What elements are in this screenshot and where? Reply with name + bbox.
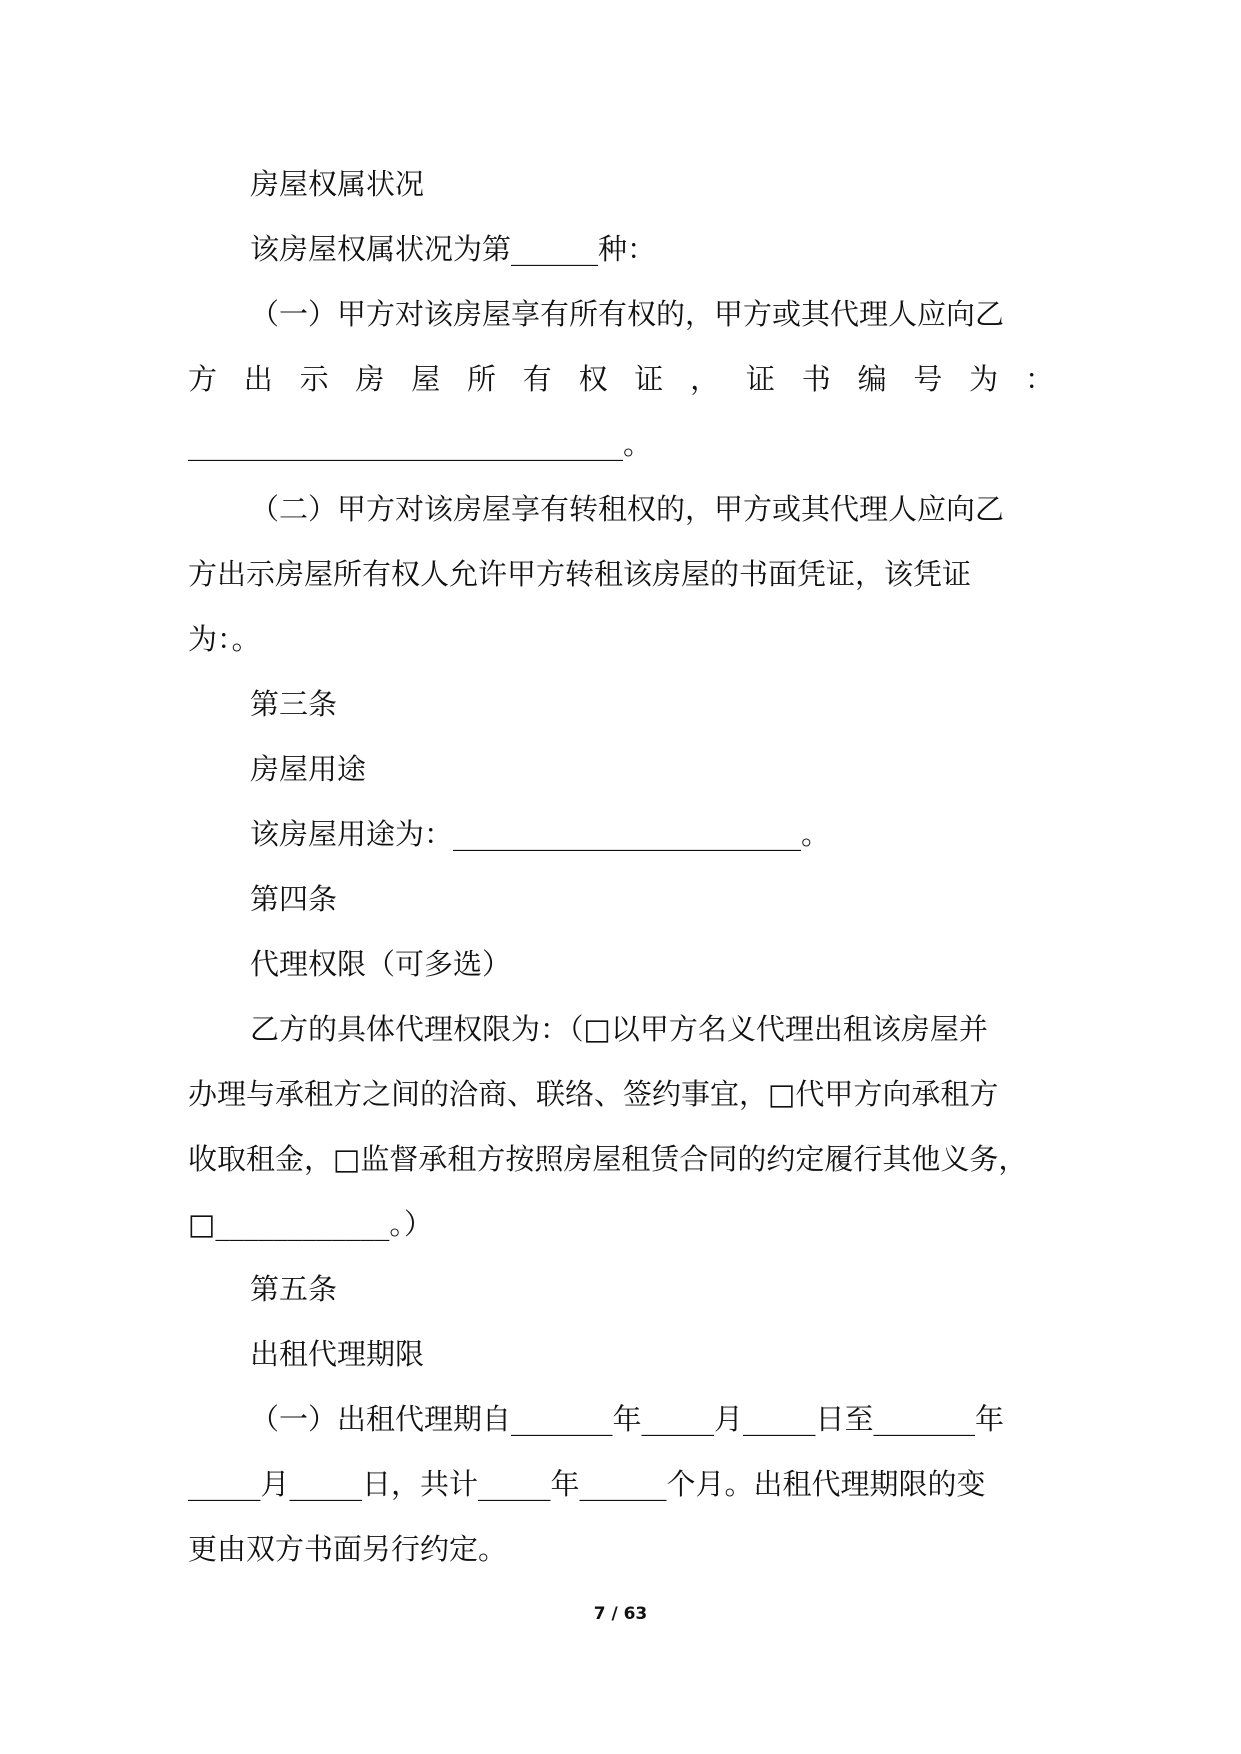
spaced-char: 权	[578, 362, 608, 396]
paragraph-ownership-1-line1: （一）甲方对该房屋享有所有权的，甲方或其代理人应向乙	[250, 297, 1005, 331]
heading-usage: 房屋用途	[250, 752, 367, 786]
paragraph-authority-line4: □____________。）	[188, 1207, 433, 1241]
paragraph-authority-line1: 乙方的具体代理权限为：（□以甲方名义代理出租该房屋并	[250, 1012, 988, 1046]
spaced-char: ，	[690, 362, 720, 396]
paragraph-ownership-2-line1: （二）甲方对该房屋享有转租权的，甲方或其代理人应向乙	[250, 492, 1005, 526]
spaced-char: 所	[466, 362, 496, 396]
paragraph-usage: 该房屋用途为：________________________。	[250, 817, 831, 851]
paragraph-term-line3: 更由双方书面另行约定。	[188, 1532, 508, 1566]
paragraph-ownership-1-line3: ______________________________。	[188, 427, 653, 461]
spaced-char: 屋	[411, 362, 441, 396]
document-body	[188, 152, 1056, 1582]
spaced-char: 证	[634, 362, 664, 396]
article-3-title: 第三条	[250, 687, 338, 721]
paragraph-authority-line2: 办理与承租方之间的洽商、联络、签约事宜，□代甲方向承租方	[188, 1077, 999, 1111]
paragraph-ownership-2-line3: 为：。	[188, 622, 261, 656]
paragraph-authority-line3: 收取租金，□监督承租方按照房屋租赁合同的约定履行其他义务，	[188, 1142, 1028, 1176]
heading-agency-authority: 代理权限（可多选）	[250, 947, 512, 981]
spaced-char: 编	[857, 362, 887, 396]
spaced-char: 为	[969, 362, 999, 396]
paragraph-ownership-type: 该房屋权属状况为第______种：	[250, 232, 657, 266]
spaced-char: 证	[745, 362, 775, 396]
spaced-char: 方	[188, 362, 218, 396]
spaced-char: 书	[801, 362, 831, 396]
paragraph-term-line2: _____月_____日，共计_____年______个月。出租代理期限的变	[188, 1467, 986, 1501]
spaced-char: ：	[1024, 362, 1054, 396]
article-4-title: 第四条	[250, 882, 338, 916]
article-5-title: 第五条	[250, 1272, 338, 1306]
spaced-char: 出	[243, 362, 273, 396]
spaced-char: 示	[299, 362, 329, 396]
spaced-char: 有	[522, 362, 552, 396]
heading-ownership: 房屋权属状况	[250, 167, 425, 201]
spaced-char: 号	[913, 362, 943, 396]
spaced-char: 房	[355, 362, 385, 396]
paragraph-ownership-1-line2	[188, 347, 1056, 412]
page-number: 7 / 63	[593, 1604, 648, 1624]
paragraph-ownership-2-line2: 方出示房屋所有权人允许甲方转租该房屋的书面凭证，该凭证	[188, 557, 972, 591]
paragraph-term-line1: （一）出租代理期自_______年_____月_____日至_______年	[250, 1402, 1005, 1436]
heading-agency-term: 出租代理期限	[250, 1337, 425, 1371]
